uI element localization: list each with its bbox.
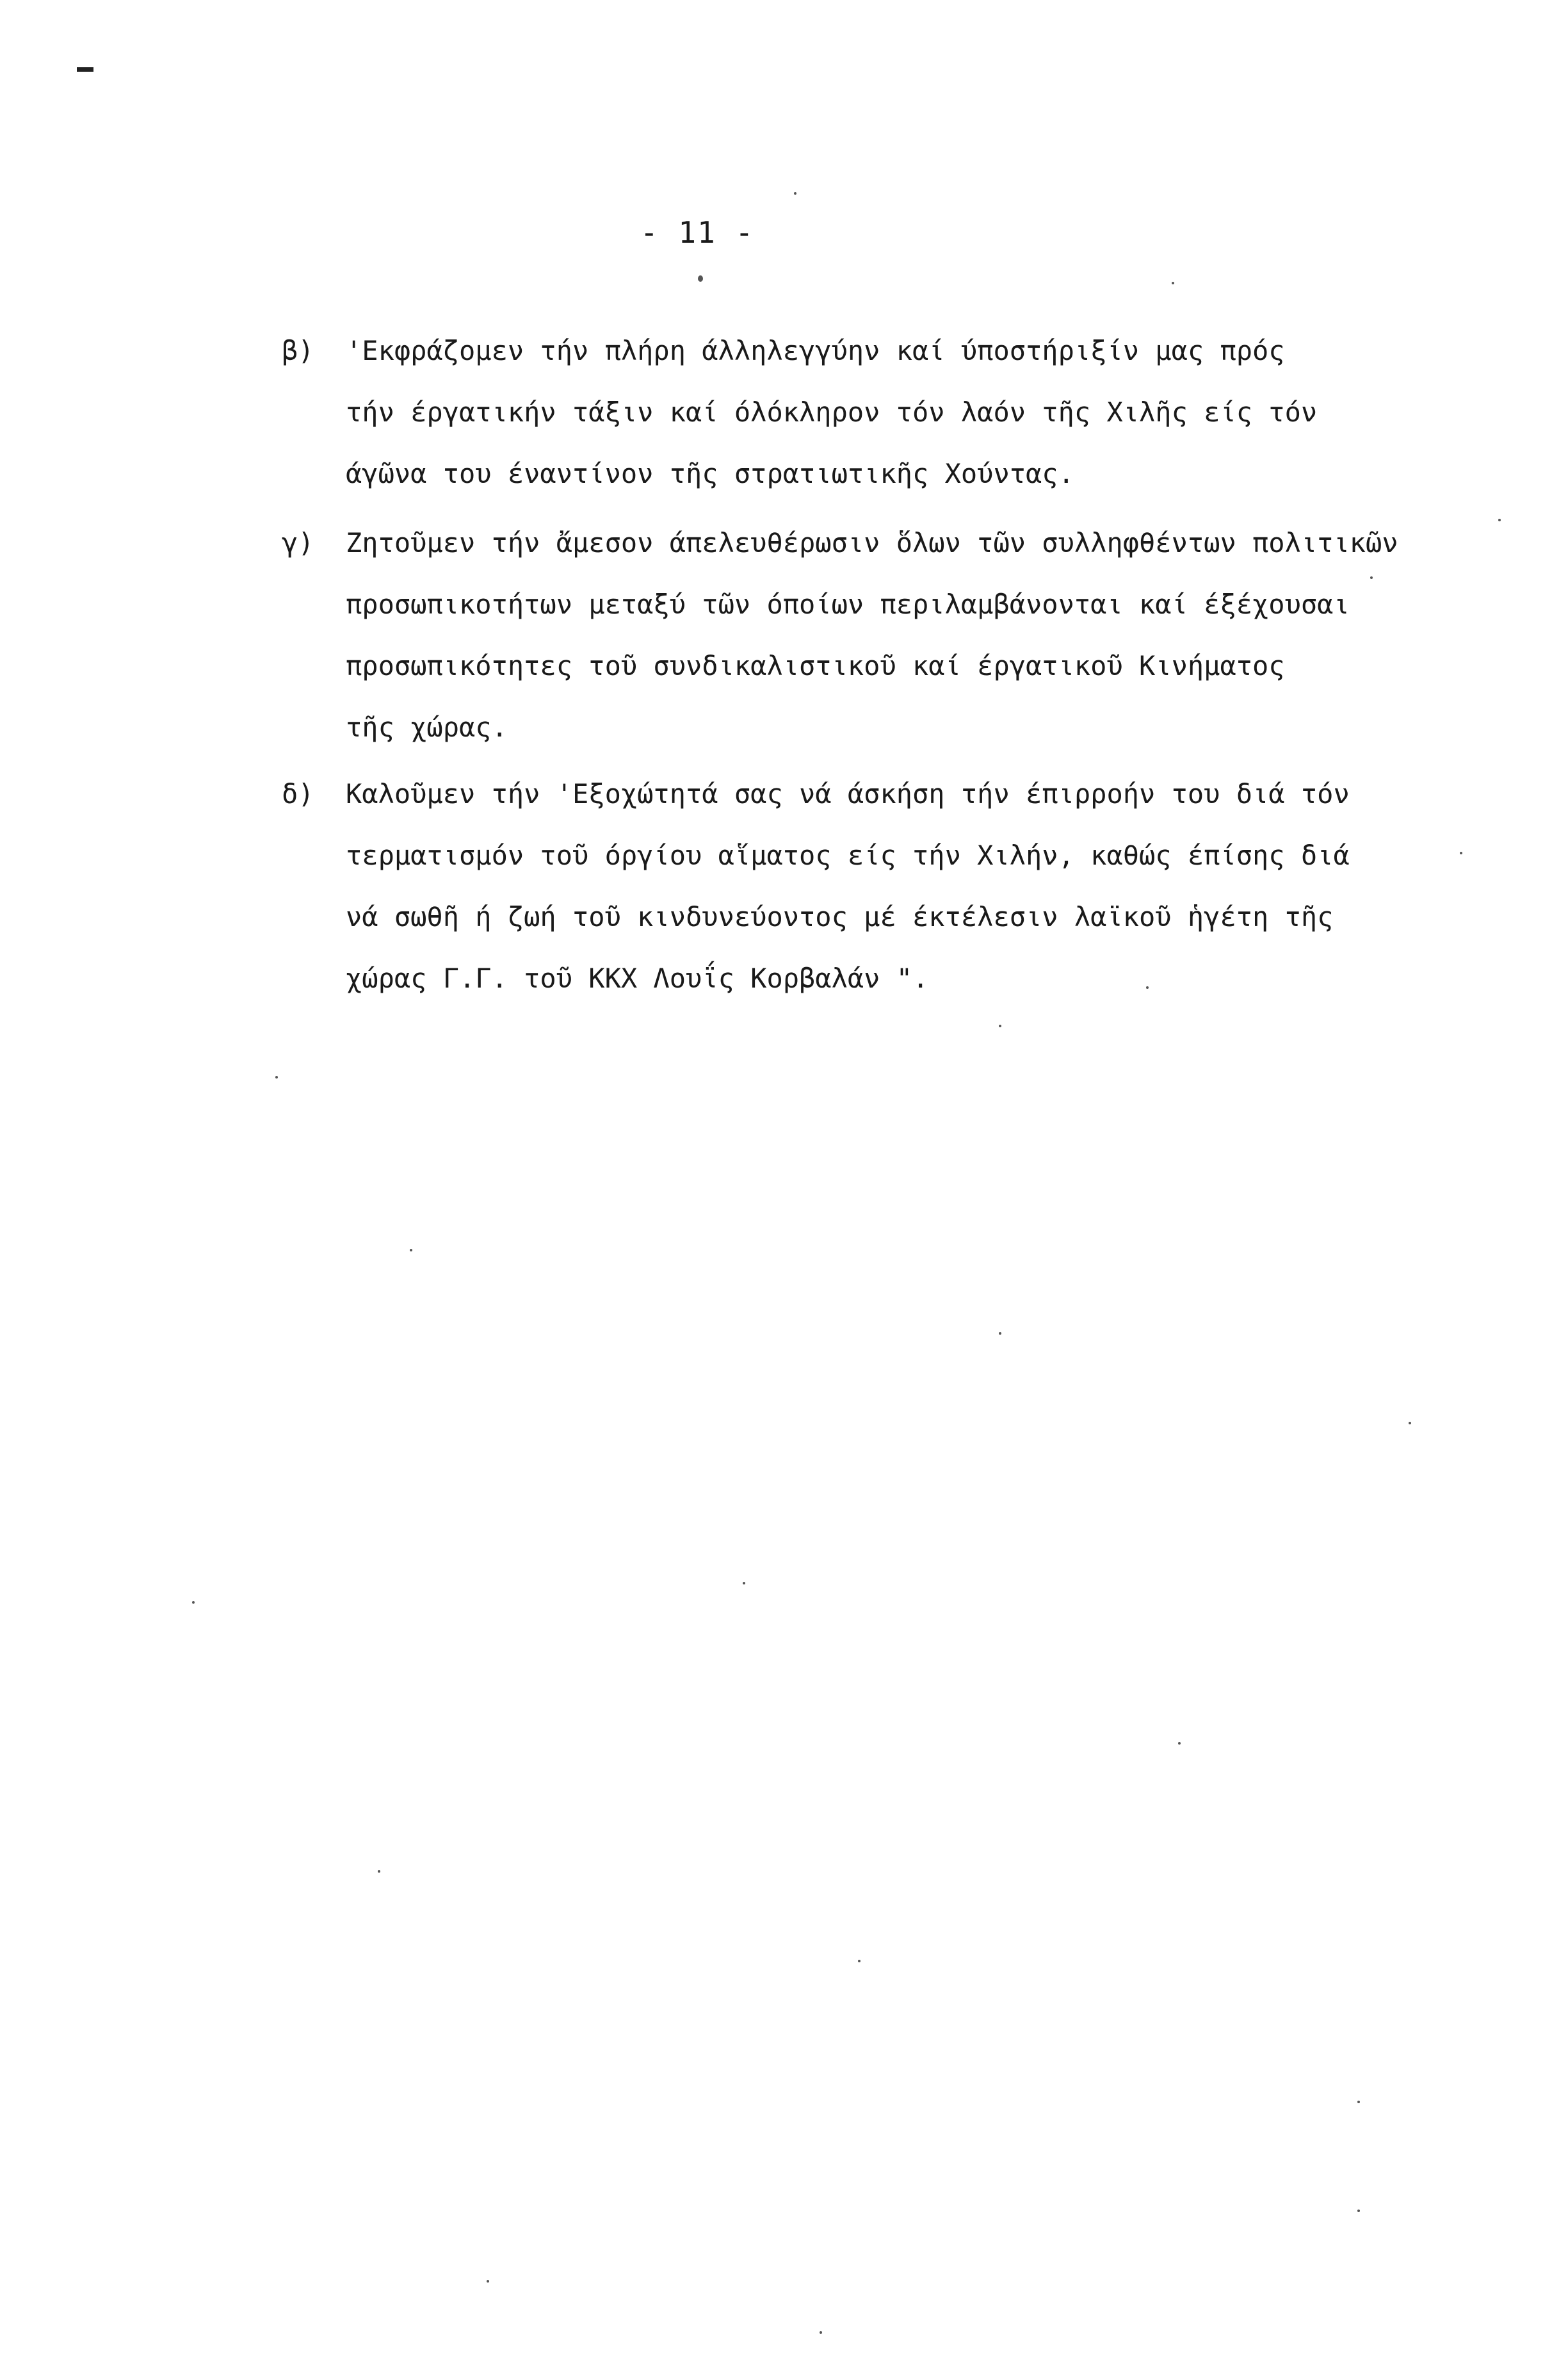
item-text	[346, 320, 1317, 505]
speck	[743, 1582, 745, 1584]
text-line: προσωπικότητες τοῦ συνδικαλιστικοῦ καί έργατικοῦ Κινήματος	[346, 650, 1285, 681]
speck	[192, 1601, 195, 1604]
speck	[410, 1249, 412, 1251]
speck	[487, 2280, 489, 2283]
speck	[378, 1870, 380, 1873]
speck	[999, 1332, 1001, 1335]
speck	[1178, 1742, 1181, 1745]
item-label: β)	[282, 335, 314, 366]
item-text	[346, 763, 1350, 1009]
text-line: άγῶνα του έναντίνον τῆς στρατιωτικῆς Χούντας.	[346, 458, 1074, 489]
speck	[275, 1076, 278, 1079]
text-line: 'Εκφράζομεν τήν πλήρη άλληλεγγύην καί ύποστήριξίν μας πρός	[346, 335, 1285, 366]
text-line: τῆς χώρας.	[346, 712, 508, 743]
text-line: τήν έργατικήν τάξιν καί όλόκληρον τόν λαόν τῆς Χιλῆς είς τόν	[346, 396, 1318, 428]
item-label: δ)	[282, 778, 314, 810]
speck	[999, 1025, 1001, 1027]
speck	[1498, 519, 1501, 521]
scan-mark	[77, 67, 93, 72]
speck	[1370, 576, 1373, 579]
speck	[1409, 1422, 1411, 1424]
speck	[1357, 2210, 1360, 2212]
text-line: Καλοῦμεν τήν 'Εξοχώτητά σας νά άσκήση τήν έπιρροήν του διά τόν	[346, 778, 1350, 810]
text-line: Ζητοῦμεν τήν ἄμεσον άπελευθέρωσιν ὅλων τῶν συλληφθέντων πολιτικῶν	[346, 527, 1398, 558]
speck	[1357, 2101, 1360, 2103]
speck	[820, 2331, 822, 2334]
speck	[1460, 852, 1462, 854]
speck	[1172, 282, 1174, 284]
text-line: τερματισμόν τοῦ όργίου αἵματος είς τήν Χιλήν, καθώς έπίσης διά	[346, 840, 1350, 871]
speck	[858, 1960, 861, 1962]
speck	[1146, 986, 1149, 989]
speck	[794, 192, 796, 195]
text-line: νά σωθῆ ή ζωή τοῦ κινδυνεύοντος μέ έκτέλεσιν λαϊκοῦ ἡγέτη τῆς	[346, 901, 1334, 932]
text-line: προσωπικοτήτων μεταξύ τῶν όποίων περιλαμβάνονται καί έξέχουσαι	[346, 589, 1350, 620]
item-text	[346, 512, 1398, 758]
text-line: χώρας Γ.Γ. τοῦ ΚΚΧ Λουΐς Κορβαλάν ".	[346, 963, 929, 994]
item-label: γ)	[282, 527, 314, 558]
speck	[698, 275, 703, 282]
page-number: - 11 -	[640, 215, 755, 250]
